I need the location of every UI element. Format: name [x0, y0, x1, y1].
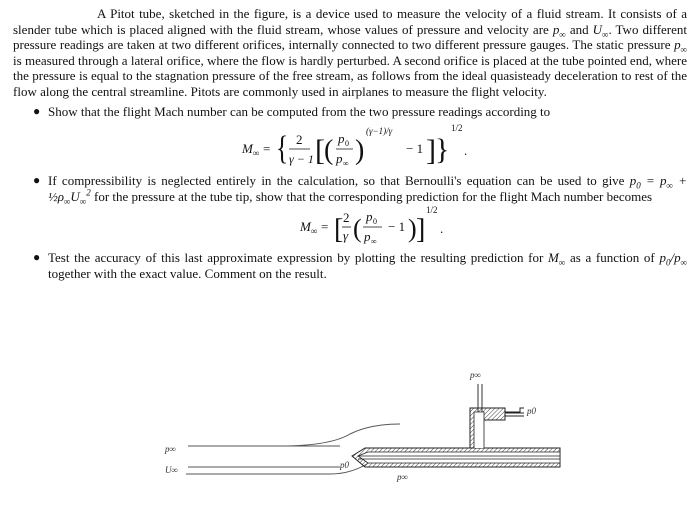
svg-text:1/2: 1/2 — [426, 205, 438, 216]
tube-inner-channel — [358, 452, 560, 463]
svg-text:p: p — [336, 151, 343, 167]
task-2-text-1: If compressibility is neglected entirely in the calculation, so that Bernoulli's equation can be used to give — [48, 173, 625, 189]
bullet-dot: ● — [33, 173, 41, 188]
task-1-text: Show that the flight Mach number can be computed from the two pressure readings according to — [48, 103, 551, 119]
bullet-dot: ● — [33, 103, 41, 118]
svg-text:(: ( — [324, 135, 334, 167]
label-u-inf-left: U∞ — [165, 465, 178, 475]
svg-text:∞: ∞ — [311, 226, 318, 237]
bullet-dot: ● — [33, 250, 41, 265]
svg-text:M: M — [242, 141, 253, 157]
svg-text:{: { — [276, 128, 289, 168]
svg-text:=: = — [321, 219, 329, 235]
svg-text:γ − 1: γ − 1 — [289, 152, 314, 167]
pressure-ratio-symbol: $p_0/p_\infty$ — [659, 250, 687, 268]
intro-text-2: and — [569, 21, 589, 37]
svg-text:): ) — [355, 135, 365, 167]
svg-text:.: . — [464, 143, 468, 159]
svg-text:p: p — [366, 209, 373, 225]
streamline-deflected — [280, 424, 400, 446]
svg-text:]: ] — [416, 214, 426, 246]
equation-incompressible-mach — [48, 204, 687, 250]
svg-text:}: } — [435, 133, 450, 167]
stagnation-pipe — [505, 408, 524, 412]
svg-text:.: . — [440, 221, 444, 237]
bernoulli-inline: $p_0 = p_\infty$ + $\frac{1}{2}\rho_\infty U_\infty^2$ — [48, 173, 687, 207]
pitot-tube-figure — [0, 364, 700, 527]
svg-text:(γ−1)/γ: (γ−1)/γ — [366, 126, 393, 137]
task-3-text-1: Test the accuracy of this last approximate expression by plotting the resulting prediction for — [48, 250, 544, 266]
task-2-text-2: for the pressure at the tube tip, show that the corresponding prediction for the flight Mach number becomes — [93, 188, 653, 204]
label-p0-tip: p0 — [340, 460, 349, 470]
svg-text:[: [ — [334, 214, 344, 246]
svg-text:∞: ∞ — [253, 148, 260, 159]
svg-text:M: M — [300, 219, 311, 235]
svg-text:=: = — [263, 141, 271, 157]
u-inf-symbol: $U_\infty$ — [592, 21, 609, 40]
equation-incompressible-svg — [48, 204, 688, 250]
svg-text:∞: ∞ — [343, 159, 349, 169]
svg-text:0: 0 — [345, 139, 349, 149]
task-3-text-2: as a function of — [569, 250, 655, 266]
task-3-text-3: together with the exact value. Comment on the result. — [48, 265, 327, 281]
p-inf-symbol: $p_\infty$ — [552, 21, 566, 40]
intro-text-3: . Two different pressure readings are taken at two different orifices, internally connected to two different pressure gauges. The static pressure — [13, 21, 688, 53]
svg-text:(: ( — [353, 214, 362, 244]
task-item-1 — [13, 104, 687, 174]
p-inf-symbol: $p_\infty$ — [674, 37, 687, 55]
svg-text:[: [ — [315, 134, 325, 168]
m-inf-symbol: $M_\infty$ — [548, 250, 566, 268]
svg-text:0: 0 — [373, 217, 377, 227]
svg-text:∞: ∞ — [371, 237, 377, 247]
intro-text-1: A Pitot tube, sketched in the figure, is a device used to measure the velocity of a fluid stream. It consists of a slender tube which is placed aligned with the fluid stream, whose values of pressure and velocity are — [13, 6, 687, 37]
equation-exact-mach — [48, 119, 687, 173]
intro-paragraph — [13, 6, 687, 100]
label-p-inf-bottom: p∞ — [397, 472, 408, 482]
svg-text:p: p — [338, 131, 345, 147]
svg-text:γ: γ — [343, 228, 349, 244]
svg-text:2: 2 — [343, 210, 350, 226]
svg-text:): ) — [408, 214, 417, 244]
equation-exact-svg — [48, 119, 688, 173]
svg-text:1/2: 1/2 — [451, 123, 463, 134]
svg-text:− 1: − 1 — [388, 219, 406, 235]
task-item-3 — [13, 250, 687, 281]
label-p-inf-top: p∞ — [470, 370, 481, 380]
intro-text-4: is measured through a lateral orifice, where the flow is hardly perturbed. A second orifice is placed at the tube pointed end, where the pressure is equal to the stagnation pressure of the free stream, as follows from the ideal quasisteady deceleration to rest of the flow along the central streamline. Pitots are commonly used in airplanes to measure the flight velocity. — [13, 52, 687, 99]
svg-text:2: 2 — [296, 132, 303, 148]
task-item-2 — [13, 173, 687, 250]
static-port-channel — [474, 412, 484, 448]
svg-text:]: ] — [426, 134, 436, 168]
task-list — [13, 104, 687, 282]
svg-text:− 1: − 1 — [406, 141, 424, 157]
svg-text:p: p — [364, 229, 371, 245]
page — [13, 6, 687, 282]
label-p0-right: p0 — [527, 406, 536, 416]
label-p-inf-left: p∞ — [165, 444, 176, 454]
